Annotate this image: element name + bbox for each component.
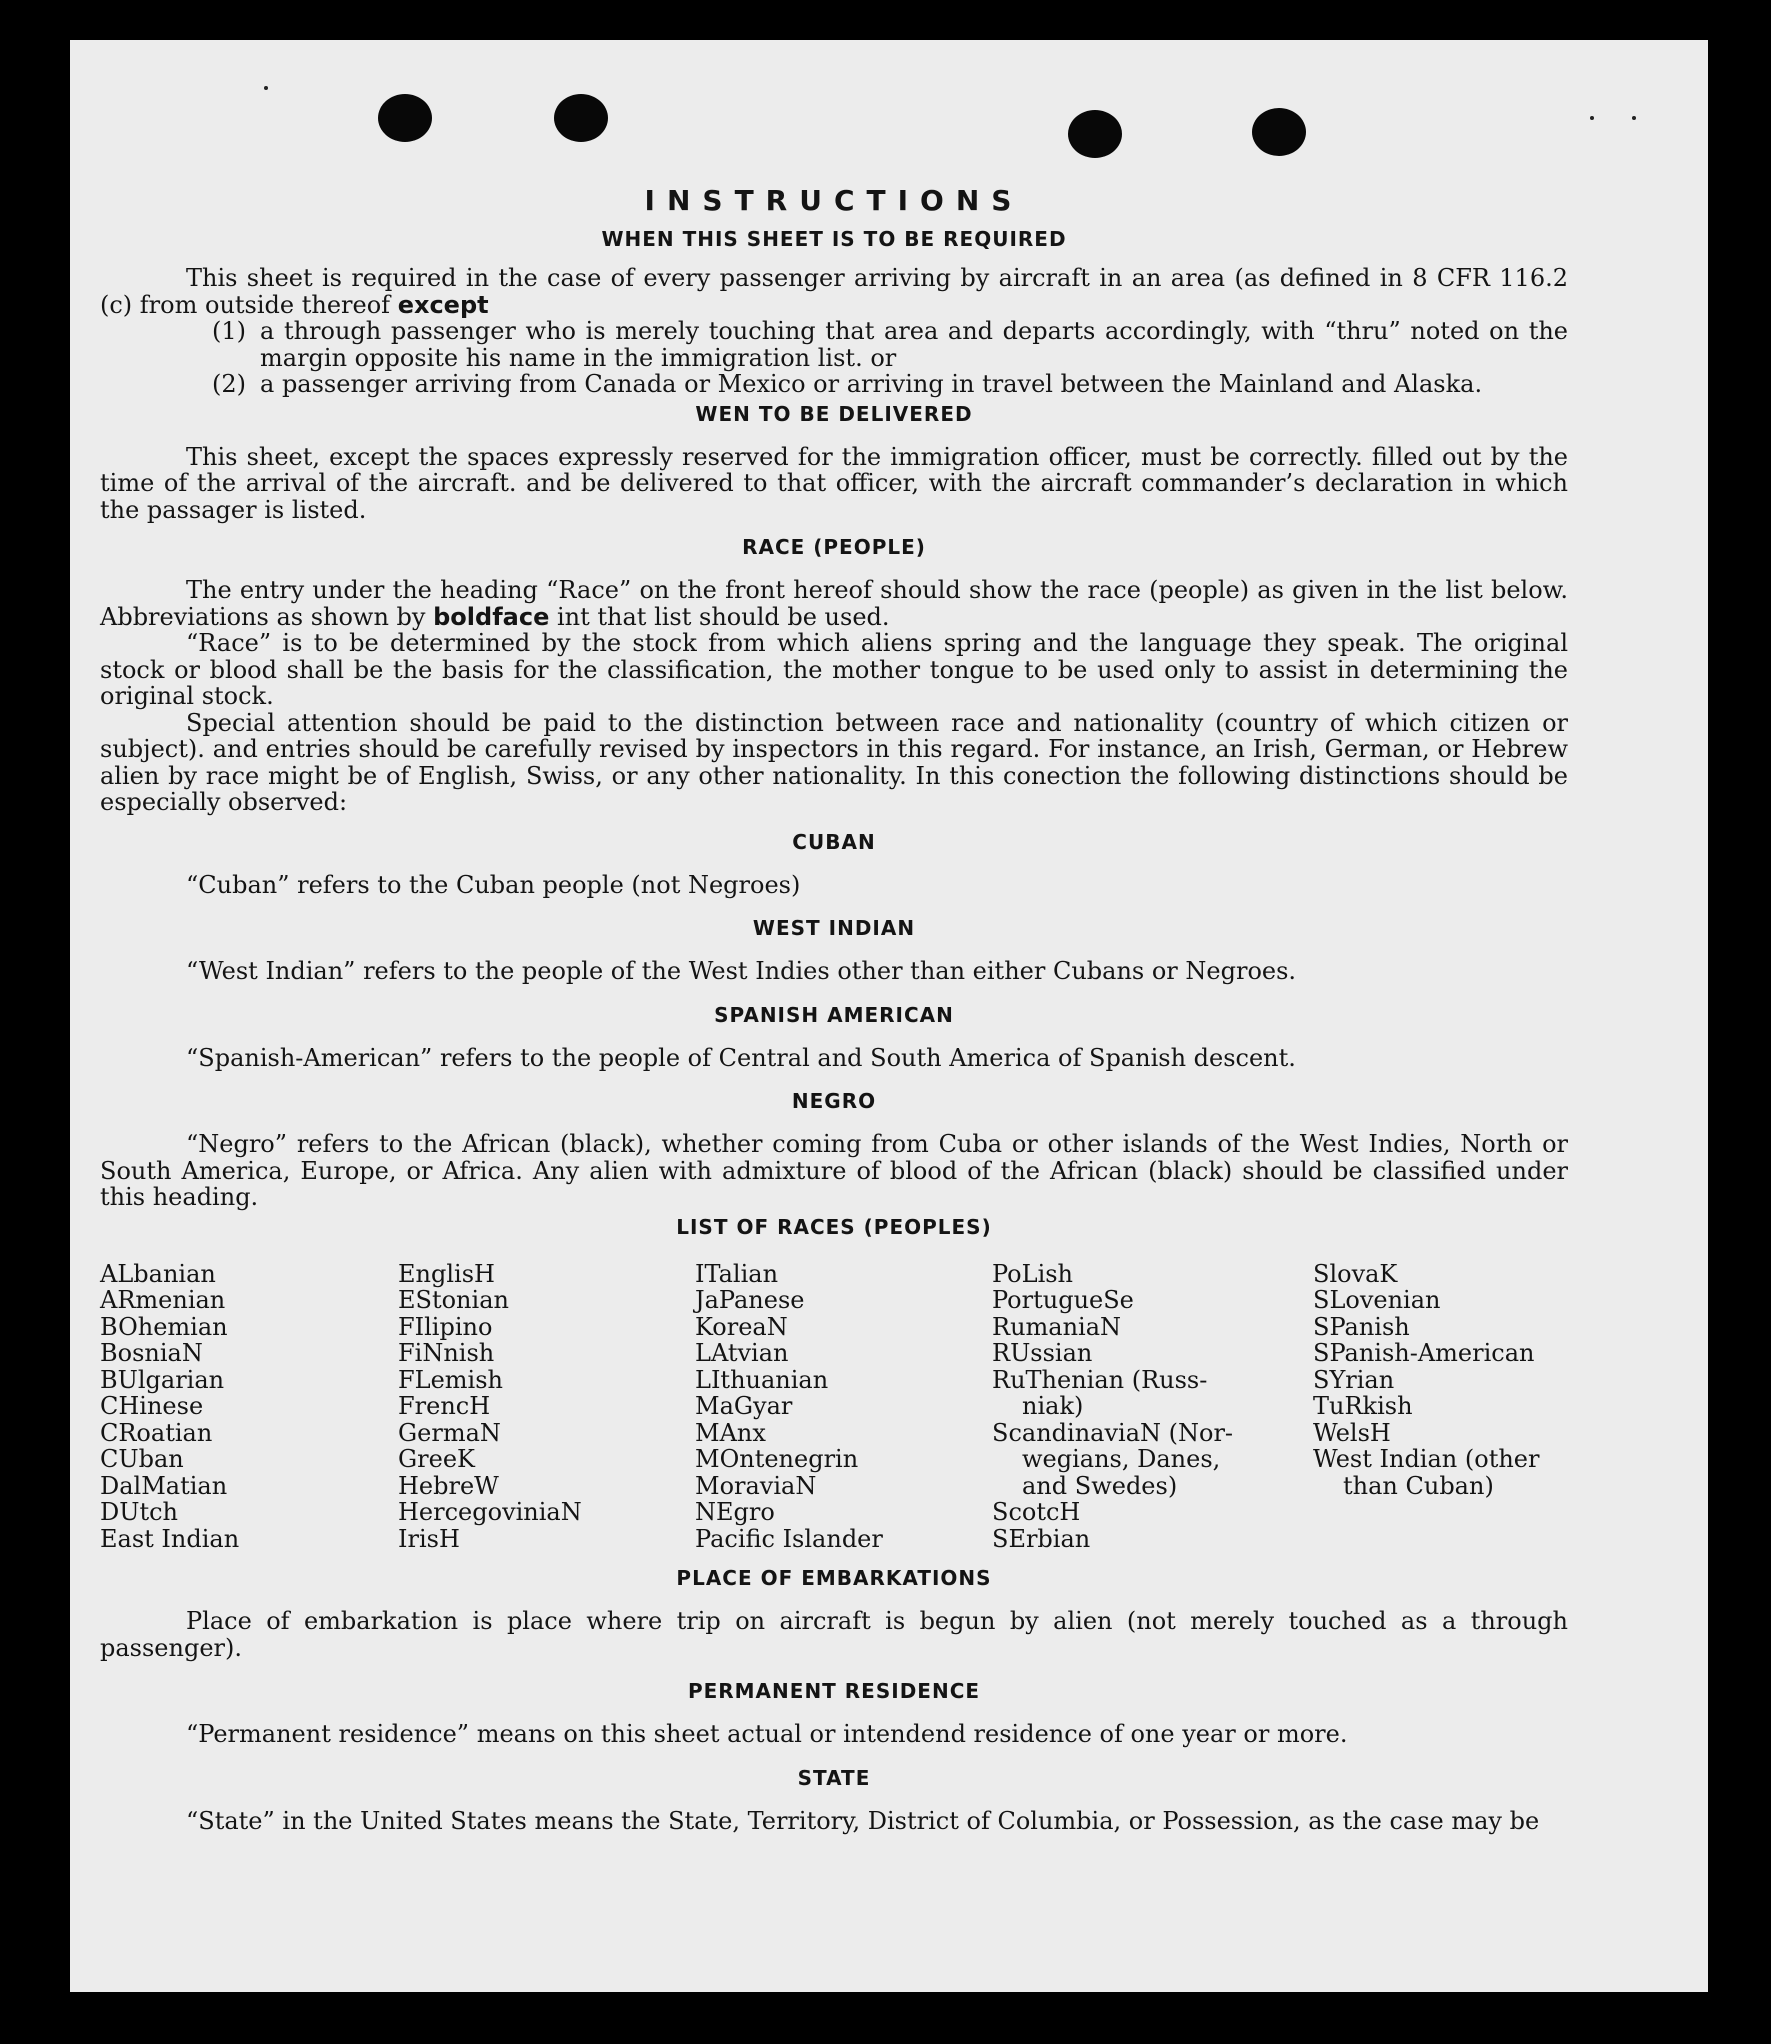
required-intro (100, 265, 1568, 318)
exception-item (212, 371, 1568, 398)
race-entry: DUtch (100, 1498, 179, 1526)
section-heading-required: WHEN THIS SHEET IS TO BE REQUIRED (601, 227, 1067, 251)
race-entry-continuation: wegians, Danes, (1022, 1445, 1221, 1473)
race-entry: BOhemian (100, 1312, 228, 1341)
race-entry-continuation: and Swedes) (1022, 1471, 1178, 1500)
section-heading-residence: PERMANENT RESIDENCE (687, 1679, 981, 1703)
race-entry: CHinese (100, 1392, 204, 1420)
race-entry: Pacific Islander (695, 1524, 883, 1553)
scan-speck (264, 86, 268, 90)
race-entry: PoLish (992, 1259, 1074, 1288)
race-entry: SPanish-American (1313, 1339, 1535, 1367)
race-entry: DalMatian (100, 1471, 228, 1500)
races-column-3 (695, 1261, 992, 1553)
scan-speck (1632, 116, 1636, 120)
embarkation-text: Place of embarkation is place where trip on aircraft is begun by alien (not merely touched as a through passenger). (100, 1607, 1568, 1662)
exception-text: a passenger arriving from Canada or Mexico or arriving in travel between the Mainland and Alaska. (260, 370, 1483, 398)
race-entry: LIthuanian (695, 1365, 829, 1394)
race-entry: ITalian (695, 1259, 779, 1288)
punch-hole (378, 94, 432, 142)
race-entry: FiNnish (398, 1339, 495, 1367)
punch-hole (1252, 108, 1306, 156)
race-paragraph: Special attention should be paid to the distinction between race and nationality (country of which citizen or subject). and entries should be carefully revised by inspectors in this regard. For instance, an Irish, German, or Hebrew alien by race might be of English, Swiss, or any other nationality. In this conection the following distinctions should be especially observed: (100, 708, 1568, 816)
delivered-text: This sheet, except the spaces expressly reserved for the immigration officer, must be correctly. filled out by the time of the arrival of the aircraft. and be delivered to that officer, with the aircraft commander’s declaration in which the passager is listed. (100, 442, 1568, 524)
section-heading-embarkation: PLACE OF EMBARKATIONS (676, 1566, 992, 1590)
exception-text: a through passenger who is merely touching that area and departs accordingly, with “thru” noted on the margin opposite his name in the immigration list. or (260, 317, 1568, 372)
race-entry: SLovenian (1313, 1286, 1441, 1314)
race-paragraph: “Race” is to be determined by the stock from which aliens spring and the language they speak. The original stock or blood shall be the basis for the classification, the mother tongue to be used only to assist in determining the original stock. (100, 629, 1568, 710)
race-entry: ScotcH (992, 1498, 1081, 1526)
race-paragraph-text: int that list should be used. (556, 602, 890, 631)
race-entry: FIlipino (398, 1312, 493, 1341)
race-entry-continuation: than Cuban) (1343, 1471, 1494, 1500)
boldface-keyword: boldface (433, 602, 550, 631)
race-entry: HebreW (398, 1471, 499, 1500)
race-entry: GermaN (398, 1418, 501, 1447)
race-entry: BUlgarian (100, 1365, 225, 1394)
race-entry: JaPanese (695, 1286, 805, 1314)
except-keyword: except (397, 290, 489, 319)
race-entry: KoreaN (695, 1312, 788, 1341)
section-heading-spanish-american: SPANISH AMERICAN (714, 1002, 954, 1027)
race-entry: RUssian (992, 1339, 1093, 1367)
race-paragraph-text: The entry under the heading “Race” on the front hereof should show the race (people) as given in the list below. Abbreviations as shown by (100, 576, 1568, 631)
race-entry: EnglisH (398, 1259, 495, 1288)
race-entry: MaGyar (695, 1392, 793, 1420)
race-entry: GreeK (398, 1445, 475, 1473)
race-entry: East Indian (100, 1524, 240, 1553)
race-entry: MOntenegrin (695, 1445, 859, 1473)
race-entry: FrencH (398, 1392, 491, 1420)
race-entry: SErbian (992, 1524, 1091, 1553)
race-entry: CRoatian (100, 1418, 213, 1447)
punch-hole (1068, 110, 1122, 158)
race-entry: LAtvian (695, 1339, 789, 1367)
race-entry: HercegoviniaN (398, 1498, 582, 1526)
section-heading-race: RACE (PEOPLE) (742, 535, 926, 559)
section-heading-negro: NEGRO (791, 1089, 877, 1113)
race-entry: IrisH (398, 1524, 460, 1553)
race-entry: ALbanian (100, 1259, 216, 1288)
race-paragraph (100, 577, 1568, 630)
residence-text: “Permanent residence” means on this sheet actual or intendend residence of one year or more. (186, 1720, 1348, 1748)
section-heading-races-list: LIST OF RACES (PEOPLES) (676, 1214, 992, 1239)
race-entry: RuThenian (Russ- (992, 1365, 1208, 1394)
race-entry: MAnx (695, 1418, 766, 1447)
race-entry: EStonian (398, 1286, 509, 1314)
race-entry: MoraviaN (695, 1471, 817, 1500)
exception-item (212, 318, 1568, 371)
race-entry: RumaniaN (992, 1312, 1122, 1341)
exception-number: (1) (212, 317, 246, 345)
race-entry: WelsH (1313, 1418, 1391, 1447)
punch-hole (554, 94, 608, 142)
section-heading-delivered: WEN TO BE DELIVERED (695, 401, 973, 426)
races-column-5 (1313, 1261, 1568, 1553)
section-heading-cuban: CUBAN (792, 829, 876, 854)
race-entry: TuRkish (1313, 1392, 1413, 1420)
document-page (70, 40, 1708, 1992)
west-indian-text: “West Indian” refers to the people of the West Indies other than either Cubans or Negroes. (186, 957, 1297, 985)
race-entry: ScandinaviaN (Nor- (992, 1418, 1234, 1447)
race-entry: FLemish (398, 1365, 503, 1394)
page-title: INSTRUCTIONS (644, 184, 1024, 217)
race-entry: ARmenian (100, 1286, 226, 1314)
race-entry: SYrian (1313, 1365, 1395, 1394)
section-heading-west-indian: WEST INDIAN (752, 916, 916, 940)
race-entry: NEgro (695, 1498, 775, 1526)
scan-speck (1590, 116, 1594, 120)
exception-number: (2) (212, 370, 246, 398)
required-intro-text: This sheet is required in the case of every passenger arriving by aircraft in an area (as defined in 8 CFR 116.2 (c) from outside thereof (100, 264, 1568, 319)
races-column-4 (992, 1261, 1313, 1553)
race-entry: SPanish (1313, 1312, 1410, 1341)
races-column-2 (398, 1261, 695, 1553)
race-entry: SlovaK (1313, 1259, 1398, 1288)
races-list (100, 1261, 1568, 1553)
section-heading-state: STATE (797, 1765, 871, 1790)
race-entry: CUban (100, 1445, 184, 1473)
cuban-text: “Cuban” refers to the Cuban people (not Negroes) (186, 870, 801, 899)
race-entry: BosniaN (100, 1339, 203, 1367)
state-text: “State” in the United States means the State, Territory, District of Columbia, or Possession, as the case may be (186, 1806, 1540, 1835)
race-entry: West Indian (other (1313, 1445, 1540, 1473)
races-column-1 (100, 1261, 398, 1553)
race-entry: PortugueSe (992, 1286, 1134, 1314)
spanish-american-text: “Spanish-American” refers to the people of Central and South America of Spanish descent. (186, 1043, 1296, 1072)
race-entry-continuation: niak) (1022, 1392, 1084, 1420)
negro-text: “Negro” refers to the African (black), whether coming from Cuba or other islands of the West Indies, North or South America, Europe, or Africa. Any alien with admixture of blood of the African (black) should be classified under this heading. (100, 1130, 1568, 1211)
instructions-content (100, 184, 1568, 1834)
